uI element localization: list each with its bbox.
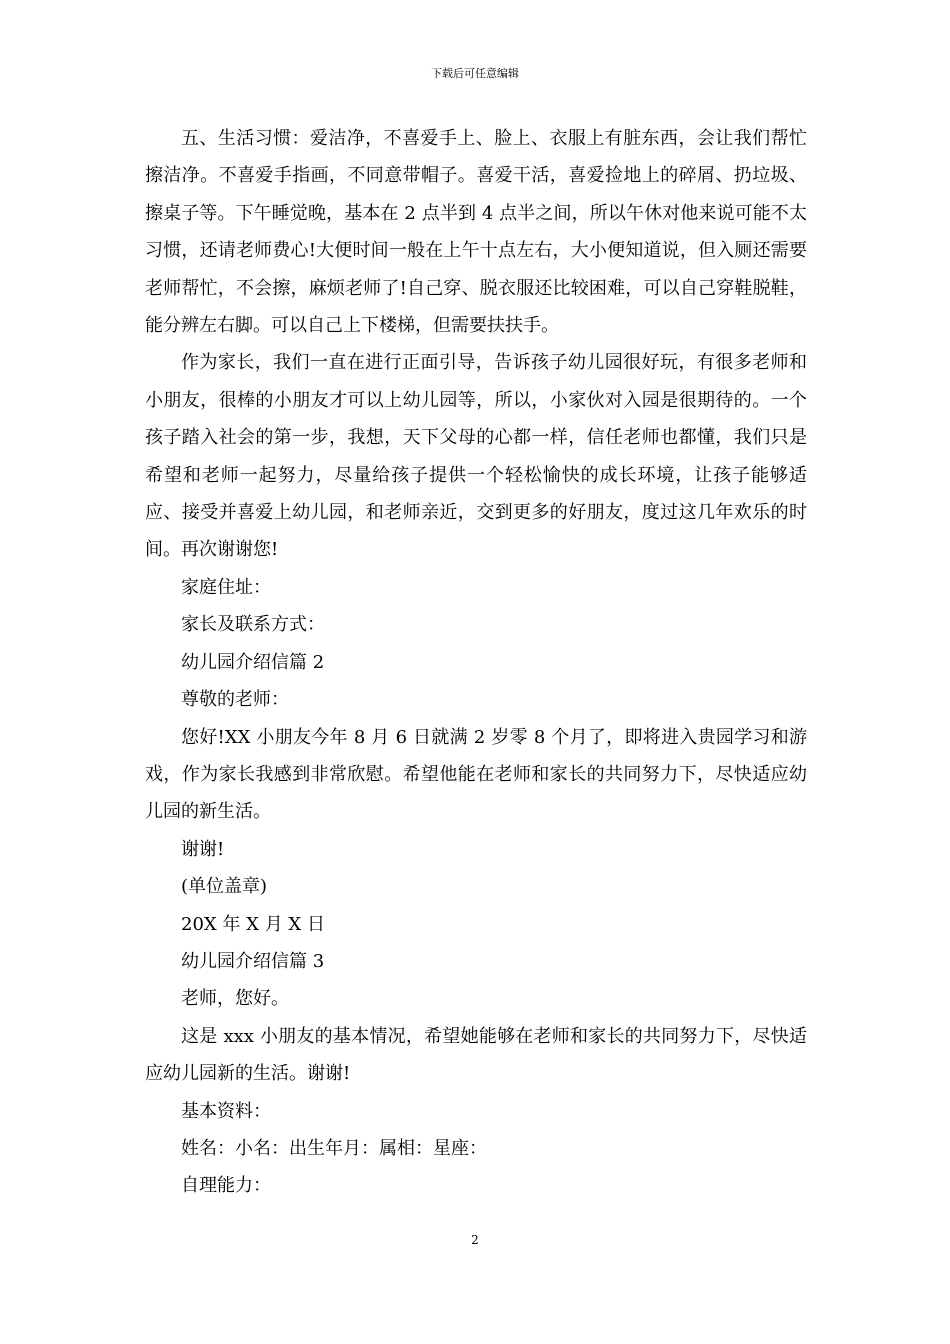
- field-self-care: 自理能力：: [181, 1175, 271, 1197]
- greeting: 老师，您好。: [181, 988, 289, 1010]
- section-heading-letter-2: 幼儿园介绍信篇 2: [181, 651, 325, 673]
- field-parent-contact: 家长及联系方式：: [181, 614, 325, 636]
- salutation: 尊敬的老师：: [181, 689, 289, 711]
- paragraph-living-habits: 五、生活习惯：爱洁净，不喜爱手上、脸上、衣服上有脏东西，会让我们帮忙擦洁净。不喜爱手指画，不同意带帽子。喜爱干活，喜爱捡地上的碎屑、扔垃圾、擦桌子等。下午睡觉晚，基本在 2 点半到 4 点半之间，所以午休对他来说可能不太习惯，还请老师费心!大便时间一般在上午十点左右，大小便知道说，但入厕还需要老师帮忙，不会擦，麻烦老师了!自己穿、脱衣服还比较困难，可以自己穿鞋脱鞋，能分辨左右脚。可以自己上下楼梯，但需要扶扶手。: [145, 128, 807, 337]
- paragraph-letter-2-body: 您好!XX 小朋友今年 8 月 6 日就满 2 岁零 8 个月了，即将进入贵园学习和游戏，作为家长我感到非常欣慰。希望他能在老师和家长的共同努力下，尽快适应幼儿园的新生活。: [145, 726, 807, 823]
- paragraph-parent-guidance: 作为家长，我们一直在进行正面引导，告诉孩子幼儿园很好玩，有很多老师和小朋友，很棒的小朋友才可以上幼儿园等，所以，小家伙对入园是很期待的。一个孩子踏入社会的第一步，我想，天下父母的心都一样，信任老师也都懂，我们只是希望和老师一起努力，尽量给孩子提供一个轻松愉快的成长环境，让孩子能够适应、接受并喜爱上幼儿园，和老师亲近，交到更多的好朋友，度过这几年欢乐的时间。再次谢谢您!: [145, 352, 807, 561]
- field-basic-info: 基本资料：: [181, 1100, 271, 1122]
- section-heading-letter-3: 幼儿园介绍信篇 3: [181, 950, 325, 972]
- unit-seal: (单位盖章): [181, 876, 268, 898]
- field-home-address: 家庭住址：: [181, 576, 271, 598]
- document-body: [145, 120, 807, 1205]
- letter-date: 20X 年 X 月 X 日: [181, 913, 325, 935]
- closing-thanks: 谢谢!: [181, 838, 225, 860]
- page-header: 下载后可任意编辑: [431, 67, 519, 80]
- page-number: 2: [471, 1233, 479, 1247]
- field-personal-details: 姓名：小名：出生年月：属相：星座：: [181, 1137, 487, 1159]
- paragraph-letter-3-body: 这是 xxx 小朋友的基本情况，希望她能够在老师和家长的共同努力下，尽快适应幼儿园新的生活。谢谢!: [145, 1025, 807, 1085]
